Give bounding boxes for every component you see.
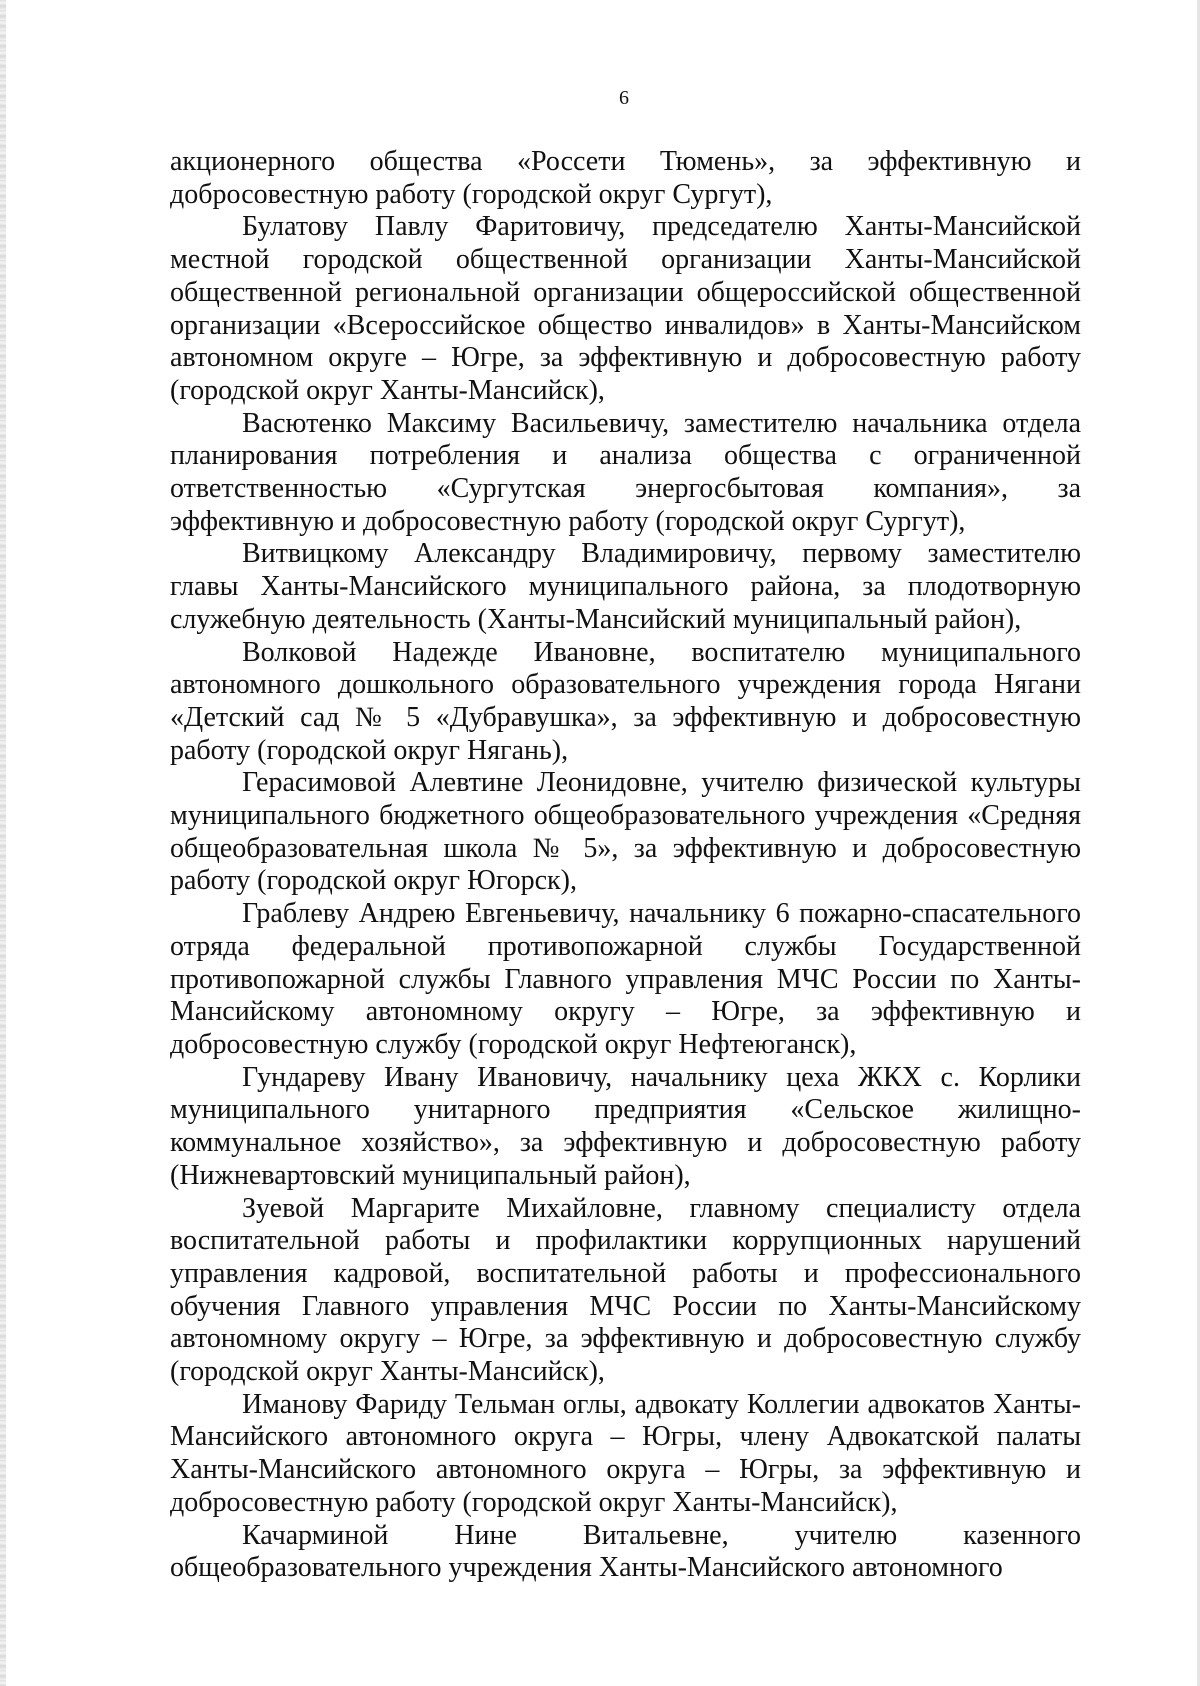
paragraph-continuation: акционерного общества «Россети Тюмень», за эффективную и добросовестную работу (городской округ Сургут), xyxy=(170,146,1081,210)
paragraph-zueva: Зуевой Маргарите Михайловне, главному специалисту отдела воспитательной работы и профилактики коррупционных нарушений управления кадровой, воспитательной работы и профессионального обучения Главного управления МЧС России по Ханты-Мансийскому автономному округу – Югре, за эффективную и добросовестную службу (городской округ Ханты-Мансийск), xyxy=(170,1192,1081,1388)
paragraph-vitvitsky: Витвицкому Александру Владимировичу, первому заместителю главы Ханты-Мансийского муниципального района, за плодотворную служебную деятельность (Ханты-Мансийский муниципальный район), xyxy=(170,538,1081,635)
scan-edge-left xyxy=(0,0,6,1686)
paragraph-vasyutenko: Васютенко Максиму Васильевичу, заместителю начальника отдела планирования потребления и анализа общества с ограниченной ответственностью «Сургутская энергосбытовая компания», за эффективную и добросовестную работу (городской округ Сургут), xyxy=(170,407,1081,537)
paragraph-bulatov: Булатову Павлу Фаритовичу, председателю Ханты-Мансийской местной городской общественной организации Ханты-Мансийской общественной региональной организации общероссийской общественной организации «Всероссийское общество инвалидов» в Ханты-Мансийском автономном округе – Югре, за эффективную и добросовестную работу (городской округ Ханты-Мансийск), xyxy=(170,211,1081,406)
paragraph-volkova: Волковой Надежде Ивановне, воспитателю муниципального автономного дошкольного образовательного учреждения города Нягани «Детский сад № 5 «Дубравушка», за эффективную и добросовестную работу (городской округ Нягань), xyxy=(170,636,1081,766)
paragraph-gerasimova: Герасимовой Алевтине Леонидовне, учителю физической культуры муниципального бюджетного общеобразовательного учреждения «Средняя общеобразовательная школа № 5», за эффективную и добросовестную работу (городской округ Югорск), xyxy=(170,767,1081,897)
paragraph-gundarev: Гундареву Ивану Ивановичу, начальнику цеха ЖКХ с. Корлики муниципального унитарного предприятия «Сельское жилищно-коммунальное хозяйство», за эффективную и добросовестную работу (Нижневартовский муниципальный район), xyxy=(170,1061,1081,1191)
document-body xyxy=(170,146,1081,1585)
paragraph-grablev: Граблеву Андрею Евгеньевичу, начальнику 6 пожарно-спасательного отряда федеральной противопожарной службы Государственной противопожарной службы Главного управления МЧС России по Ханты-Мансийскому автономному округу – Югре, за эффективную и добросовестную службу (городской округ Нефтеюганск), xyxy=(170,898,1081,1060)
page-number: 6 xyxy=(619,87,629,109)
paragraph-imanov: Иманову Фариду Тельман оглы, адвокату Коллегии адвокатов Ханты-Мансийского автономного округа – Югры, члену Адвокатской палаты Ханты-Мансийского автономного округа – Югры, за эффективную и добросовестную работу (городской округ Ханты-Мансийск), xyxy=(170,1388,1081,1518)
paragraph-kacharmina: Качарминой Нине Витальевне, учителю казенного общеобразовательного учреждения Ханты-Мансийского автономного xyxy=(170,1519,1081,1584)
